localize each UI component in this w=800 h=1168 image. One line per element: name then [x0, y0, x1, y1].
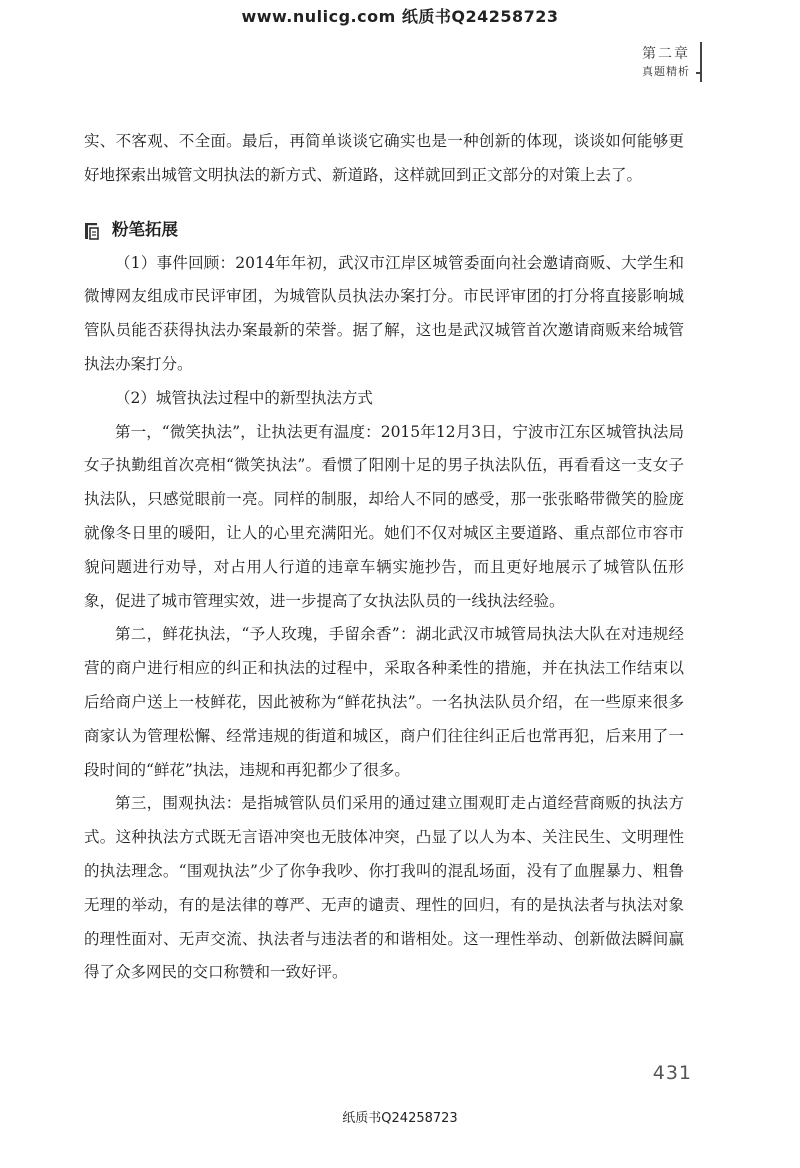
running-head-rule-tick — [696, 72, 702, 74]
running-head-rule — [700, 42, 702, 82]
section-heading — [84, 213, 684, 247]
running-head — [642, 44, 690, 80]
intro-paragraph: 实、不客观、不全面。最后，再简单谈谈它确实也是一种创新的体现，谈谈如何能够更好地探索出城管文明执法的新方式、新道路，这样就回到正文部分的对策上去了。 — [84, 132, 684, 184]
paragraph-watch-enforcement: 第三，围观执法：是指城管队员们采用的通过建立围观盯走占道经营商贩的执法方式。这种执法方式既无言语冲突也无肢体冲突，凸显了以人为本、关注民生、文明理性的执法理念。“围观执法”少了你争我吵、你打我叫的混乱场面，没有了血腥暴力、粗鲁无理的举动，有的是法律的尊严、无声的谴责、理性的回归，有的是执法者与执法对象的理性面对、无声交流、执法者与违法者的和谐相处。这一理性举动、创新做法瞬间赢得了众多网民的交口称赞和一致好评。 — [84, 794, 684, 982]
chapter-label: 第二章 — [642, 46, 690, 62]
section-title: 粉笔拓展 — [112, 219, 178, 239]
paragraph-flower-enforcement: 第二，鲜花执法，“予人玫瑰，手留余香”：湖北武汉市城管局执法大队在对违规经营的商户进行相应的纠正和执法的过程中，采取各种柔性的措施，并在执法工作结束以后给商户送上一枝鲜花，因此被称为“鲜花执法”。一名执法队员介绍，在一些原来很多商家认为管理松懈、经常违规的街道和城区，商户们往往纠正后也常再犯，后来用了一段时间的“鲜花”执法，违规和再犯都少了很多。 — [84, 625, 684, 779]
paragraph-smile-enforcement: 第一，“微笑执法”，让执法更有温度：2015年12月3日，宁波市江东区城管执法局女子执勤组首次亮相“微笑执法”。看惯了阳刚十足的男子执法队伍，再看看这一支女子执法队，只感觉眼前一亮。同样的制服，却给人不同的感受，那一张张略带微笑的脸庞就像冬日里的暖阳，让人的心里充满阳光。她们不仅对城区主要道路、重点部位市容市貌问题进行劝导，对占用人行道的违章车辆实施抄告，而且更好地展示了城管队伍形象，促进了城市管理实效，进一步提高了女执法队员的一线执法经验。 — [84, 422, 684, 610]
top-watermark: www.nulicg.com 纸质书Q24258723 — [241, 7, 559, 26]
page-number: 431 — [652, 1062, 692, 1084]
page-content — [84, 125, 684, 990]
paragraph-new-methods-heading: （2）城管执法过程中的新型执法方式 — [115, 388, 373, 407]
section-label: 真题精析 — [642, 65, 690, 78]
paragraph-event-review: （1）事件回顾：2014年年初，武汉市江岸区城管委面向社会邀请商贩、大学生和微博网友组成市民评审团，为城管队员执法办案打分。市民评审团的打分将直接影响城管队员能否获得执法办案最新的荣誉。据了解，这也是武汉城管首次邀请商贩来给城管执法办案打分。 — [84, 253, 684, 373]
bottom-watermark: 纸质书Q24258723 — [342, 1111, 458, 1126]
pencil-icon — [84, 220, 104, 240]
